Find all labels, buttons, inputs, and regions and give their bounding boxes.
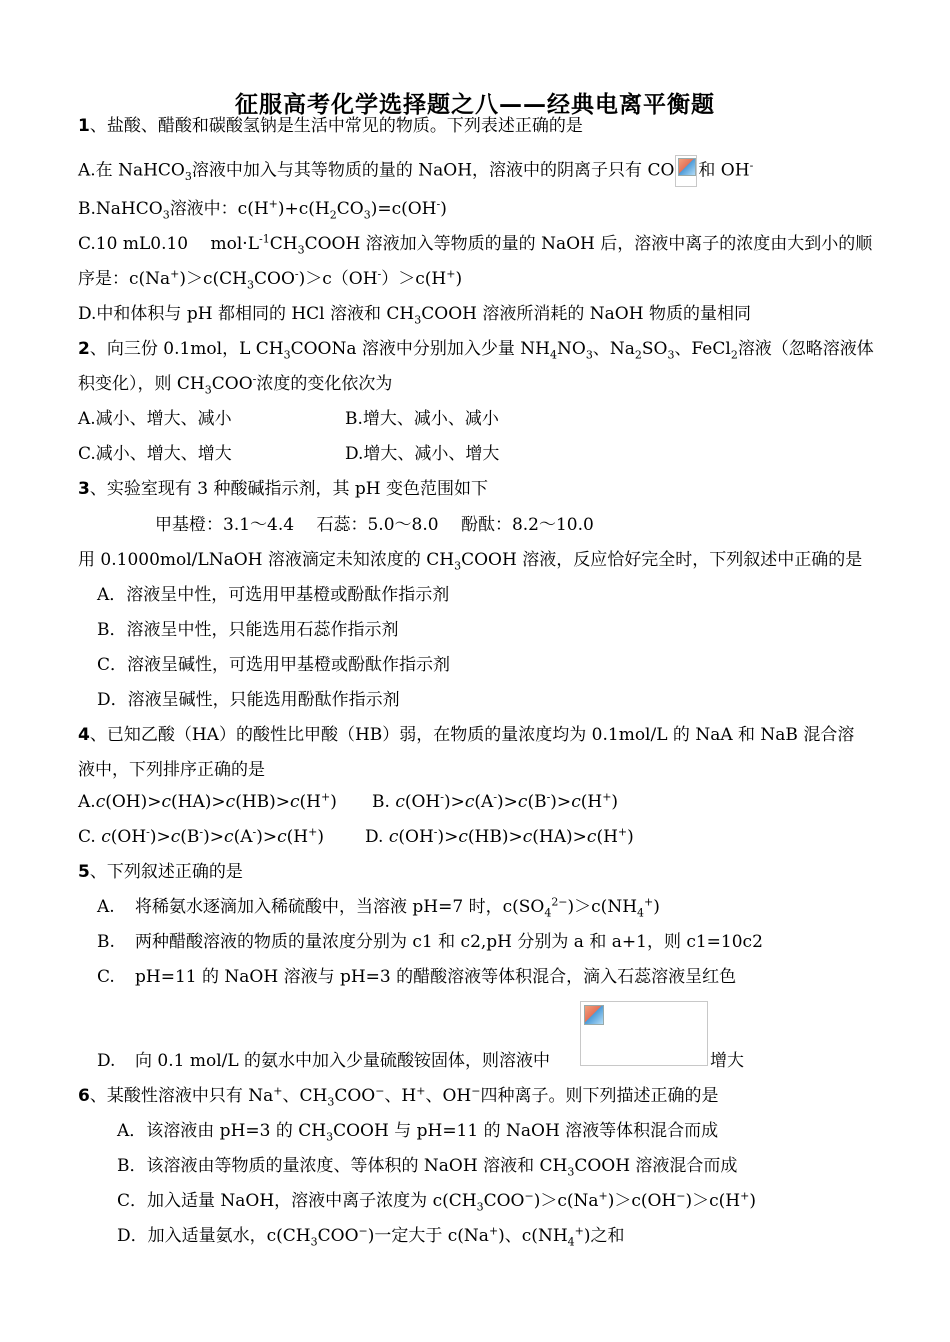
question-6-option-c: C．加入适量 NaOH，溶液中离子浓度为 $c(CH_3COO^-)>c(Na^+)>c(OH^-)>c(H^+)$ (117, 1189, 756, 1214)
question-5-option-a: 将稀氨水逐滴加入稀硫酸中，当溶液 pH=7 时，$c(SO_4^{2-})>c(NH_4^+)$ (135, 895, 660, 920)
question-2-option-d: D.增大、减小、增大 (345, 444, 500, 464)
broken-image-icon (580, 1001, 708, 1066)
question-5-option-b: 两种醋酸溶液的物质的量浓度分别为 c1 和 c2,pH 分别为 a 和 a+1，则 c1=10c2 (135, 932, 763, 952)
question-6-stem: 6、某酸性溶液中只有 Na+、$CH_3COO^-$、H+、OH−四种离子。则下列描述正确的是 (78, 1084, 719, 1109)
question-6-option-a: A．该溶液由 pH=3 的 $CH_3COOH$ 与 pH=11 的 NaOH 溶液等体积混合而成 (117, 1121, 719, 1144)
question-3-stem-line2: 用 0.1000mol/LNaOH 溶液滴定未知浓度的 $CH_3COOH$ 溶液，反应恰好完全时，下列叙述中正确的是 (78, 550, 863, 573)
question-3-option-b: B．溶液呈中性，只能选用石蕊作指示剂 (97, 620, 399, 640)
question-5-option-b-label: B. (97, 932, 115, 952)
question-5-option-a-label: A. (97, 897, 115, 917)
question-6-option-b: B．该溶液由等物质的量浓度、等体积的 NaOH 溶液和 $CH_3COOH$ 溶液混合而成 (117, 1156, 738, 1179)
question-5-option-d-suffix: 增大 (710, 1051, 744, 1071)
question-5-stem: 5、下列叙述正确的是 (78, 862, 243, 882)
question-2-option-c: C.减小、增大、增大 (78, 444, 232, 464)
question-2-stem-line1: 2、向三份 0.1mol，L $CH_3COONa$ 溶液中分别加入少量 $NH_4NO_3$、$Na_2SO_3$、FeCl$_2$溶液（忽略溶液体 (78, 339, 874, 362)
question-6-option-d: D．加入适量氨水，$c(CH_3COO^-)$一定大于 c(Na+)、$c(NH_4^+)$之和 (117, 1224, 625, 1249)
question-1-stem: 1、盐酸、醋酸和碳酸氢钠是生活中常见的物质。下列表述正确的是 (78, 116, 583, 136)
question-1-option-a: A.在 NaHCO$_3$溶液中加入与其等物质的量的 NaOH，溶液中的阴离子只有 CO 和 OH- (78, 155, 753, 187)
question-4-stem-line1: 4、已知乙酸（HA）的酸性比甲酸（HB）弱，在物质的量浓度均为 0.1mol/L 的 NaA 和 NaB 混合溶 (78, 725, 855, 745)
question-5-option-d-label: D. (97, 1051, 116, 1071)
question-4-option-d: D. c(OH-)>c(HB)>c(HA)>c(H+) (365, 825, 634, 847)
question-5-option-c: pH=11 的 NaOH 溶液与 pH=3 的醋酸溶液等体积混合，滴入石蕊溶液呈红色 (135, 967, 737, 987)
question-1-option-c-line2: 序是：$c(Na^+)>c(CH_3COO^-)>c(OH^-)>c(H^+)$ (78, 267, 463, 292)
question-3-option-d: D．溶液呈碱性，只能选用酚酞作指示剂 (97, 690, 400, 710)
question-4-option-b: B. c(OH-)>c(A-)>c(B-)>c(H+) (372, 790, 619, 812)
question-4-stem-line2: 液中，下列排序正确的是 (78, 760, 265, 780)
question-1-option-d: D.中和体积与 pH 都相同的 HCl 溶液和 $CH_3COOH$ 溶液所消耗的 NaOH 物质的量相同 (78, 304, 751, 327)
question-4-option-c: C. c(OH-)>c(B-)>c(A-)>c(H+) (78, 825, 324, 847)
broken-image-icon (675, 155, 697, 187)
question-1-option-c-line1: C.10 mL0.10 $mol\cdot L^{-1}CH_3COOH$ 溶液加入等物质的量的 NaOH 后，溶液中离子的浓度由大到小的顺 (78, 232, 873, 257)
question-2-option-a: A.减小、增大、减小 (78, 409, 232, 429)
question-1-option-b: B.NaHCO$_3$溶液中：$c(H^+)+c(H_2CO_3)=c(OH^-)$ (78, 197, 447, 222)
page-title: 征服高考化学选择题之八——经典电离平衡题 (235, 92, 715, 118)
question-2-stem-line2: 积变化），则 $CH_3COO^-$浓度的变化依次为 (78, 372, 393, 397)
question-3-option-c: C．溶液呈碱性，可选用甲基橙或酚酞作指示剂 (97, 655, 451, 675)
question-5-option-c-label: C. (97, 967, 115, 987)
question-2-option-b: B.增大、减小、减小 (345, 409, 499, 429)
question-3-option-a: A．溶液呈中性，可选用甲基橙或酚酞作指示剂 (97, 585, 450, 605)
question-4-option-a: A.c(OH)>c(HA)>c(HB)>c(H+) (78, 790, 337, 812)
question-3-stem: 3、实验室现有 3 种酸碱指示剂，其 pH 变色范围如下 (78, 479, 488, 499)
question-3-indicator-ranges: 甲基橙：3.1～4.4 石蕊：5.0～8.0 酚酞：8.2～10.0 (155, 515, 594, 535)
question-5-option-d: 向 0.1 mol/L 的氨水中加入少量硫酸铵固体，则溶液中 (135, 1051, 551, 1071)
